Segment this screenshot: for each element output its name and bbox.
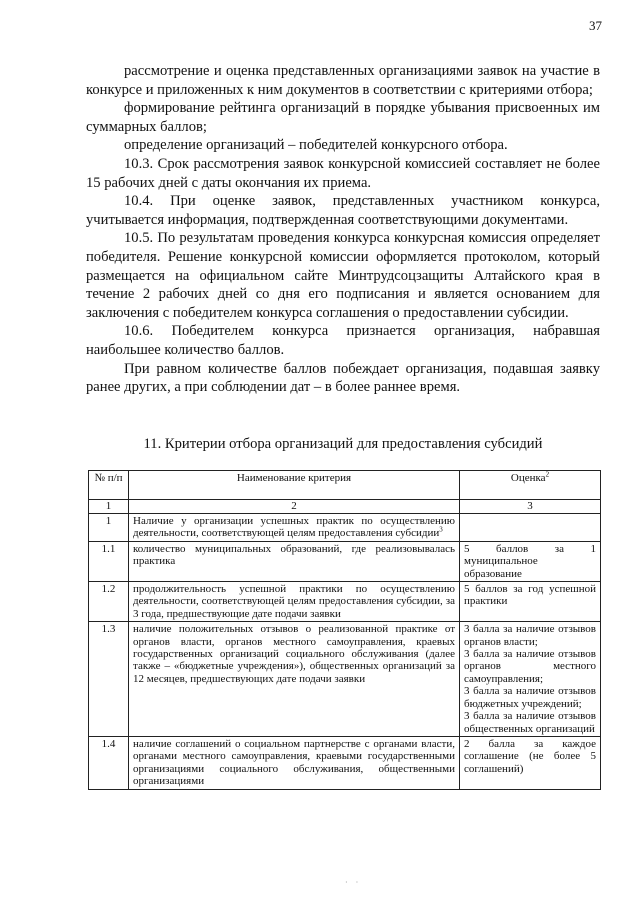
index-cell: 2 — [129, 500, 460, 514]
row-num: 1.1 — [89, 541, 129, 581]
row-criterion-text: Наличие у организации успешных практик по осуществлению деятельности, соответствующей целям предоставления субсидии — [133, 515, 455, 540]
header-name: Наименование критерия — [129, 471, 460, 500]
row-criterion: количество муниципальных образований, где реализовывалась практика — [129, 541, 460, 581]
row-num: 1.4 — [89, 736, 129, 789]
paragraph: При равном количестве баллов побеждает организация, подавшая заявку ранее других, а при соблюдении дат – в более раннее время. — [86, 360, 600, 396]
row-criterion: наличие положительных отзывов о реализованной практике от органов власти, органов местного самоуправления, краевых государственных организаций социального обслуживания (далее также – «бюджетные учреждения»), общественных организаций за 12 месяцев, предшествующих дате подачи заявки — [129, 622, 460, 737]
paragraph: определение организаций – победителей конкурсного отбора. — [124, 137, 508, 154]
table-row — [89, 582, 601, 622]
row-num: 1.2 — [89, 582, 129, 622]
body-text — [86, 62, 600, 397]
index-cell: 3 — [460, 500, 601, 514]
row-criterion: продолжительность успешной практики по осуществлению деятельности, соответствующей целям предоставления субсидии, за 3 года, предшествующие дате подачи заявки — [129, 582, 460, 622]
row-score: 5 баллов за год успешной практики — [460, 582, 601, 622]
table-index-row — [89, 500, 601, 514]
header-score — [460, 471, 601, 500]
row-criterion: наличие соглашений о социальном партнерстве с органами власти, органами местного самоуправления, краевыми государственными организациями социального обслуживания, общественными организациями — [129, 736, 460, 789]
header-score-label: Оценка — [510, 472, 546, 484]
row-num: 1 — [89, 514, 129, 542]
row-criterion — [129, 514, 460, 542]
table-row — [89, 541, 601, 581]
index-cell: 1 — [89, 500, 129, 514]
row-score — [460, 514, 601, 542]
table-row — [89, 622, 601, 737]
row-score: 3 балла за наличие отзывов органов власти; 3 балла за наличие отзывов органов местного самоуправления; 3 балла за наличие отзывов бюджетных учреждений; 3 балла за наличие отзывов общественных организаций — [460, 622, 601, 737]
table-header-row — [89, 471, 601, 500]
scan-artifact: · · — [345, 878, 362, 887]
page-number: 37 — [589, 18, 602, 33]
row-score: 2 балла за каждое соглашение (не более 5 соглашений) — [460, 736, 601, 789]
header-num: № п/п — [89, 471, 129, 500]
row-num: 1.3 — [89, 622, 129, 737]
paragraph: 10.6. Победителем конкурса признается организация, набравшая наибольшее количество баллов. — [86, 323, 600, 358]
row-score: 5 баллов за 1 муниципальное образование — [460, 541, 601, 581]
criteria-table — [88, 470, 601, 790]
paragraph: 10.5. По результатам проведения конкурса конкурсная комиссия определяет победителя. Решение конкурсной комиссии оформляется протоколом, который размещается на официальном сайте Минтрудсоцзащиты Алтайского края в течение 2 рабочих дней со дня его подписания и является основанием для заключения с победителем конкурса соглашения о предоставлении субсидии. — [86, 230, 600, 321]
paragraph: 10.3. Срок рассмотрения заявок конкурсной комиссией составляет не более 15 рабочих дней с даты окончания их приема. — [86, 155, 600, 191]
paragraph: формирование рейтинга организаций в порядке убывания присвоенных им суммарных баллов; — [86, 100, 600, 135]
paragraph: 10.4. При оценке заявок, представленных участником конкурса, учитывается информация, подтвержденная соответствующими документами. — [86, 193, 600, 228]
row-criterion-footnote: 3 — [439, 525, 443, 534]
paragraph: рассмотрение и оценка представленных организациями заявок на участие в конкурсе и приложенных к ним документов в соответствии с критериями отбора; — [86, 63, 600, 98]
table-row — [89, 514, 601, 542]
table-row — [89, 736, 601, 789]
header-score-footnote: 2 — [545, 470, 550, 479]
section-title: 11. Критерии отбора организаций для предоставления субсидий — [143, 436, 543, 452]
